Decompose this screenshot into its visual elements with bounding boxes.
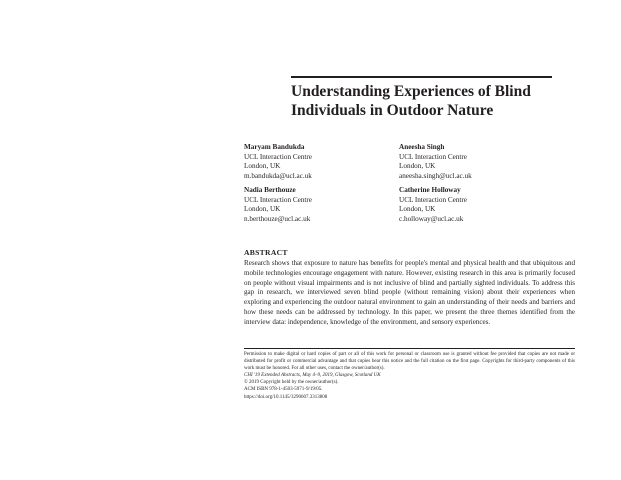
author-affiliation: UCL Interaction Centre <box>244 195 312 204</box>
author-location: London, UK <box>399 162 436 170</box>
author-email[interactable]: aneesha.singh@ucl.ac.uk <box>399 171 472 180</box>
author-name: Aneesha Singh <box>399 143 445 151</box>
title-line-1: Understanding Experiences of Blind <box>291 83 531 100</box>
author-block <box>244 186 312 224</box>
author-email[interactable]: c.holloway@ucl.ac.uk <box>399 214 464 223</box>
footer-rule <box>244 348 575 349</box>
author-location: London, UK <box>244 162 281 170</box>
author-email[interactable]: n.berthouze@ucl.ac.uk <box>244 214 311 223</box>
author-affiliation: UCL Interaction Centre <box>399 195 467 204</box>
author-location: London, UK <box>244 205 281 213</box>
permission-notice: Permission to make digital or hard copies of part or all of this work for personal or classroom use is granted without fee provided that copies are not made or distributed for profit or commercial advantage and that copies bear this notice and the full citation on the first page. Copyrights for third-party components of this work must be honored. For all other uses, contact the owner/author(s). <box>244 352 575 372</box>
copyright-line: © 2019 Copyright held by the owner/author(s). <box>244 380 339 386</box>
author-name: Nadia Berthouze <box>244 186 296 194</box>
footnote <box>244 351 575 401</box>
author-block <box>244 143 312 181</box>
paper-title <box>291 82 581 120</box>
title-line-2: Individuals in Outdoor Nature <box>291 102 494 119</box>
author-affiliation: UCL Interaction Centre <box>244 152 312 161</box>
author-email[interactable]: m.bandukda@ucl.ac.uk <box>244 171 312 180</box>
author-location: London, UK <box>399 205 436 213</box>
isbn-line: ACM ISBN 978-1-4503-5971-9/19/05. <box>244 387 323 393</box>
abstract-heading: ABSTRACT <box>244 248 288 257</box>
doi-link[interactable]: https://doi.org/10.1145/3290607.3313808 <box>244 394 328 400</box>
author-block <box>399 143 472 181</box>
abstract-text: Research shows that exposure to nature has benefits for people's mental and physical health and that ubiquitous and mobile technologies encourage engagement with nature. However, existing research in this area is primarily focused on people without visual impairments and is not inclusive of blind and partially sighted individuals. To address this gap in research, we interviewed seven blind people (without remaining vision) about their experiences when exploring and experiencing the outdoor natural environment to gain an understanding of their needs and barriers and how these needs can be addressed by technology. In this paper, we present the three themes identified from the interview data: independence, knowledge of the environment, and sensory experiences. <box>244 259 575 326</box>
author-affiliation: UCL Interaction Centre <box>399 152 467 161</box>
author-block <box>399 186 467 224</box>
venue-line: CHI '19 Extended Abstracts, May 4–9, 2019, Glasgow, Scotland UK <box>244 373 381 379</box>
title-rule <box>291 76 552 78</box>
author-name: Catherine Holloway <box>399 186 461 194</box>
author-name: Maryam Bandukda <box>244 143 305 151</box>
